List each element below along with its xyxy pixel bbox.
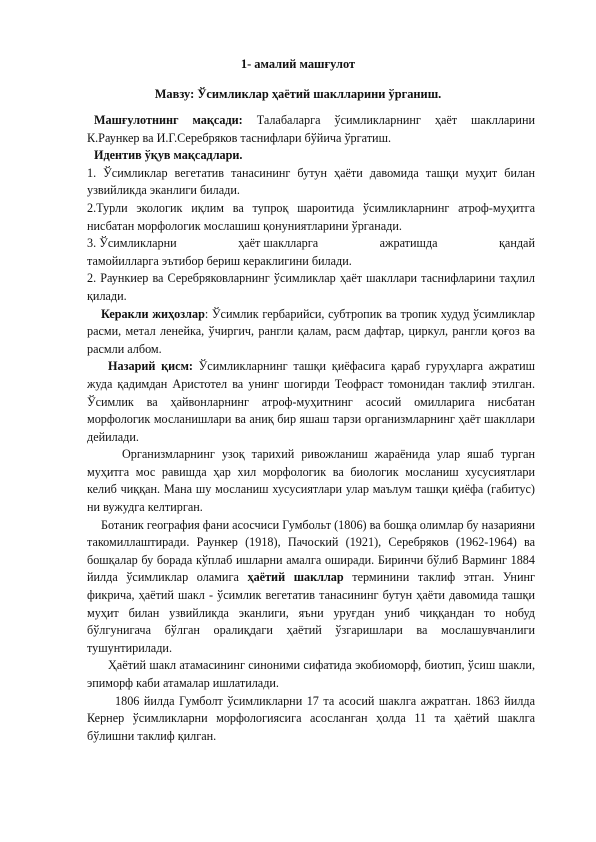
synonyms-paragraph: Ҳаётий шакл атамасининг синоними сифатида экобиоморф, биотип, ўсиш шакли, эпиморф каби атамалар ишлатилади. xyxy=(87,658,535,690)
task-item-1: 1. Ўсимликлар вегетатив танасининг бутун ҳаёти давомида ташқи муҳит билан узвийликда эканлиги билади. xyxy=(87,165,535,198)
materials-text: : Ўсимлик гербарийси, субтропик ва тропик худуд ўсимликлар расми, метал ленейка, ўчиргич, рангли қалам, расм дафтар, циркул, рангли қоғоз ва расмли албом. xyxy=(87,306,535,356)
topic-line xyxy=(0,87,596,102)
task-item-3-word: қандай xyxy=(498,236,535,251)
life-forms-term: ҳаётий шакллар xyxy=(247,570,344,585)
document-title: 1- амалий машғулот xyxy=(240,57,356,71)
task-item-2: 2.Турли экологик иқлим ва тупроқ шароитида ўсимликларнинг атроф-муҳитга нисбатан морфологик мослашиш қонуниятларини ўрганади. xyxy=(87,200,535,233)
topic-text: Ўсимликлар ҳаётий шаклларини ўрганиш. xyxy=(197,87,442,101)
theory-text: Ўсимликларнинг ташқи қиёфасига қараб гуруҳларга ажратиш жуда қадимдан Аристотел ва унинг шогирди Теофраст томонидан таклиф этилган. Ўсимлик ва ҳайвонларнинг атроф-муҳитнинг асосий омилларига нисбатан морфологик мосланишлари ва аниқ бир яшаш тарзи организмларнинг ҳаёт шакллари дейилади. xyxy=(87,359,535,444)
humboldt-text-a: Ботаник география фани асосчиси Гумбольт (1806) ва бошқа олимлар бу назарияни такомиллаштиради. Раункер (1918), Пачоский (1921), Серебряков (1962-1964) ва бошқалар бу борада кўплаб ишларни амалга оширади. Биринчи бўлиб Варминг 1884 йилда ўсимликлар оламига xyxy=(87,517,535,585)
tasks-heading: Идентив ўқув мақсадлари. xyxy=(94,148,243,163)
task-item-3-word: 3. Ўсимликларни xyxy=(87,236,177,251)
humboldt-text-b: терминини таклиф этган. Унинг фикрича, ҳаётий шакл - ўсимлик вегетатив танасининг бутун ҳаёти давомида ташқи муҳит билан узвийликда эканлиги, яъни уруғдан униб чиққандан то нобуд бўлгунигача бўлган оралиқдаги ҳаётий ўзгаришлари ва мослашувчанлиги тушунтирилади. xyxy=(87,570,535,655)
task-item-3-word: ҳаёт шаклларга xyxy=(238,236,319,251)
document-body xyxy=(87,112,535,745)
classification-paragraph: 1806 йилда Гумболт ўсимликларни 17 та асосий шаклга ажратган. 1863 йилда Кернер ўсимликларни морфологиясига асосланган ҳолда 11 та ҳаётий шаклга бўлишни таклиф қилган. xyxy=(87,693,535,743)
theory-label: Назарий қисм: xyxy=(108,359,193,374)
task-item-3-word: ажратишда xyxy=(379,236,438,251)
materials-paragraph xyxy=(87,306,535,359)
task-item-3-line-1 xyxy=(87,235,535,253)
theory-paragraph xyxy=(87,358,535,446)
goal-text: Талабаларга ўсимликларнинг ҳаёт шаклларини К.Раункер ва И.Г.Серебряков таснифлари бўйича ўргатиш. xyxy=(87,113,535,145)
humboldt-paragraph xyxy=(87,517,535,658)
topic-label: Мавзу: xyxy=(154,87,195,101)
task-item-4: 2. Раункиер ва Серебряковларнинг ўсимликлар ҳаёт шакллари таснифларини таҳлил қилади. xyxy=(87,271,535,303)
task-item-3-line-2: тамойилларга эътибор бериш кераклигини билади. xyxy=(87,253,352,268)
goal-label: Машғулотнинг мақсади: xyxy=(94,113,243,127)
evolution-paragraph: Организмларнинг узоқ тарихий ривожланиш жараёнида улар яшаб турган муҳитга мос равишда ҳар хил морфологик ва биологик мосланиш хусусиятлари келиб чиққан. Мана шу мосланиш хусусиятлари улар маълум ташқи қиёфа (габитус) ни вужудга келтирган. xyxy=(87,447,535,515)
materials-label: Керакли жиҳозлар xyxy=(101,306,205,321)
goal-paragraph xyxy=(87,112,535,147)
